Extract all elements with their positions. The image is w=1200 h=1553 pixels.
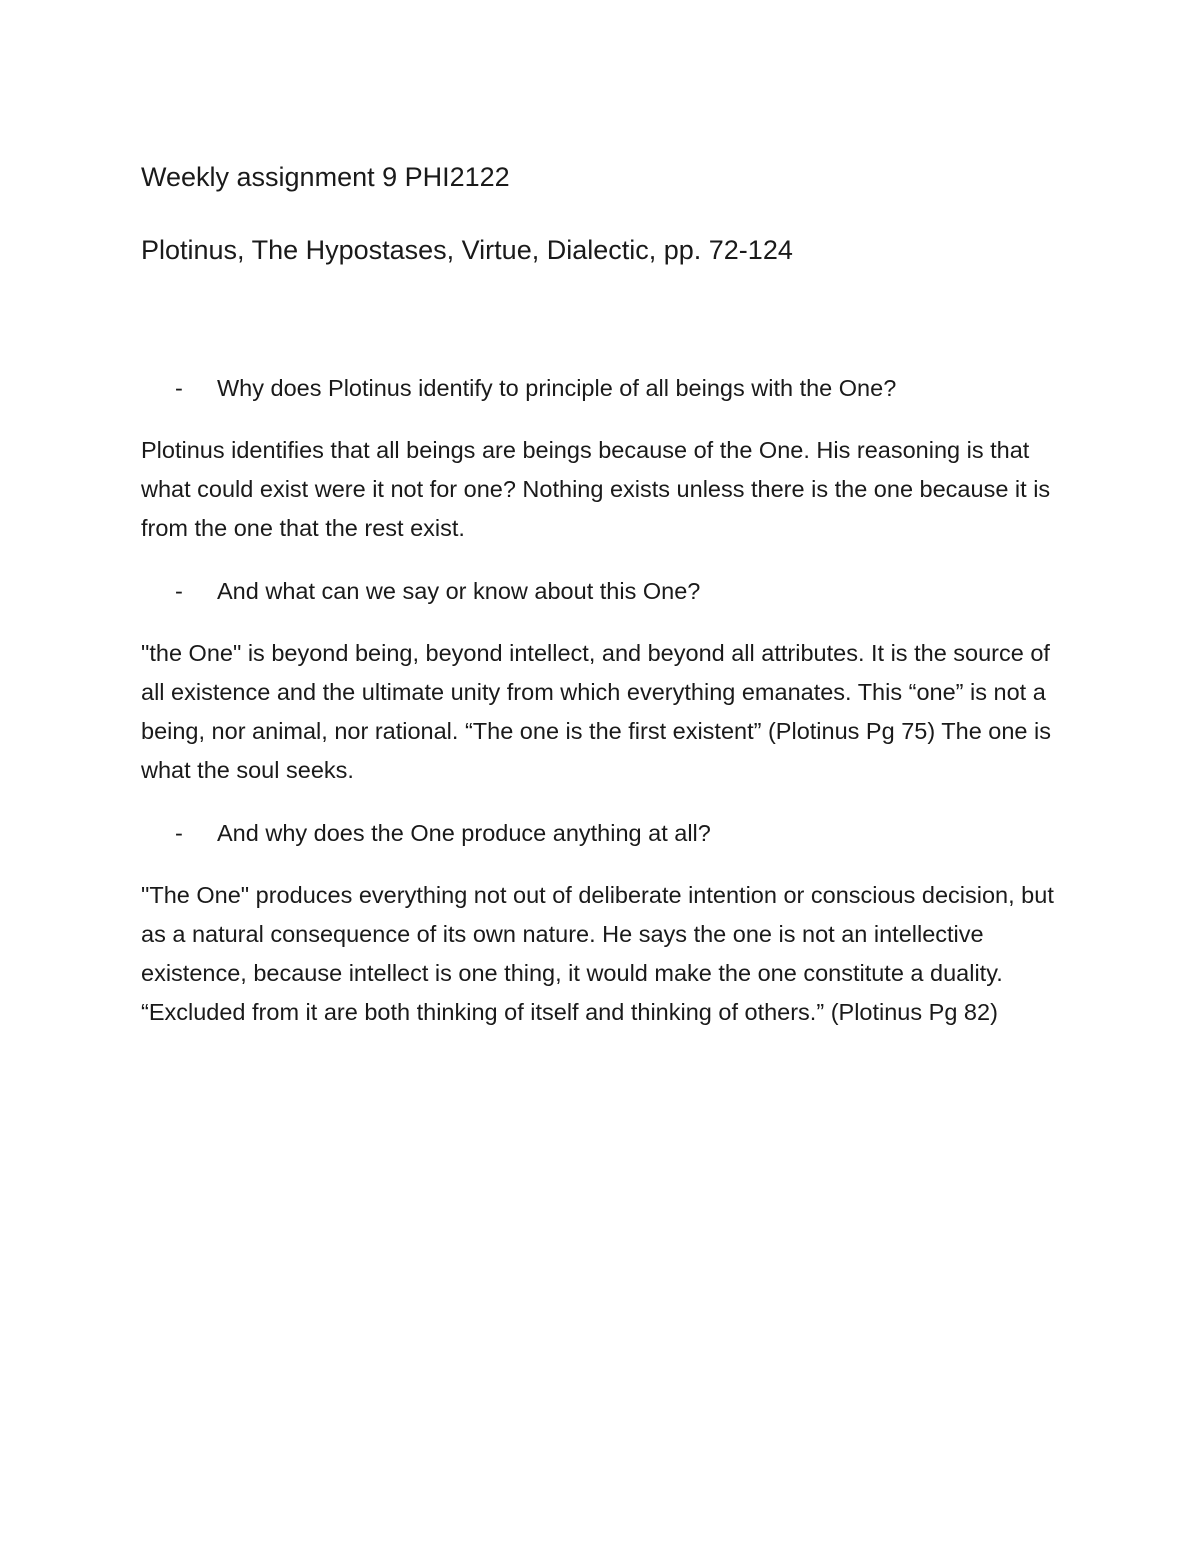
bullet-dash: -	[175, 375, 183, 401]
question-text: And why does the One produce anything at all?	[217, 820, 711, 846]
bullet-dash: -	[175, 578, 183, 604]
answer-2: "the One" is beyond being, beyond intellect, and beyond all attributes. It is the source of all existence and the ultimate unity from which everything emanates. This “one” is not a being, nor animal, nor rational. “The one is the first existent” (Plotinus Pg 75) The one is what the soul seeks.	[141, 640, 1052, 783]
question-block-3	[141, 814, 1061, 1032]
question-3	[141, 814, 1061, 853]
document-body	[141, 158, 1061, 1032]
document-subtitle: Plotinus, The Hypostases, Virtue, Dialectic, pp. 72-124	[141, 235, 793, 265]
question-text: Why does Plotinus identify to principle of all beings with the One?	[217, 375, 897, 401]
answer-1: Plotinus identifies that all beings are beings because of the One. His reasoning is that what could exist were it not for one? Nothing exists unless there is the one because it is from the one that the rest exist.	[141, 437, 1051, 541]
bullet-dash: -	[175, 820, 183, 846]
question-1	[141, 369, 1061, 408]
question-block-1	[141, 369, 1061, 548]
answer-3: "The One" produces everything not out of deliberate intention or conscious decision, but as a natural consequence of its own nature. He says the one is not an intellective existence, because intellect is one thing, it would make the one constitute a duality. “Excluded from it are both thinking of itself and thinking of others.” (Plotinus Pg 82)	[141, 882, 1054, 1025]
question-2	[141, 572, 1061, 611]
document-title: Weekly assignment 9 PHI2122	[141, 162, 510, 192]
question-text: And what can we say or know about this One?	[217, 578, 701, 604]
question-block-2	[141, 572, 1061, 790]
